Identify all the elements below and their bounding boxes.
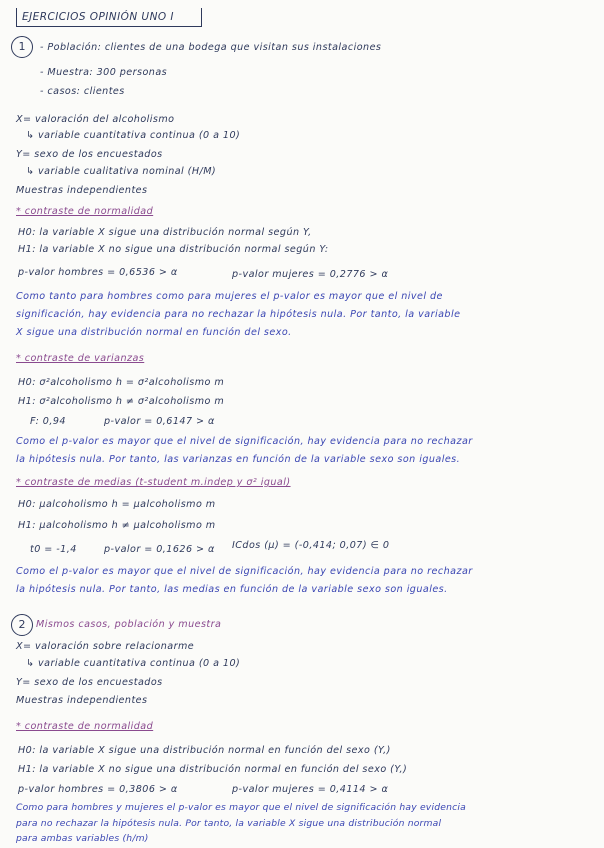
muestra-line: - Muestra: 300 personas bbox=[40, 67, 168, 78]
poblacion-line: - Población: clientes de una bodega que visitan sus instalaciones bbox=[40, 42, 382, 53]
pvalor-hombres: p-valor hombres = 0,6536 > α bbox=[18, 267, 178, 278]
conclusion-medias-1: Como el p-valor es mayor que el nivel de significación, hay evidencia para no rechazar bbox=[16, 566, 473, 577]
contraste-medias-heading: * contraste de medias (t-student m.indep y σ² igual) bbox=[16, 477, 291, 488]
contraste-varianzas-heading: * contraste de varianzas bbox=[16, 353, 145, 364]
exercise-2-number: 2 bbox=[11, 614, 33, 636]
contraste-normalidad-heading: * contraste de normalidad bbox=[16, 206, 154, 217]
conclusion-normalidad-2: significación, hay evidencia para no rechazar la hipótesis nula. Por tanto, la variable bbox=[16, 309, 461, 320]
ex2-h0: H0: la variable X sigue una distribución normal en función del sexo (Y,) bbox=[18, 745, 391, 756]
conclusion-varianzas-1: Como el p-valor es mayor que el nivel de significación, hay evidencia para no rechazar bbox=[16, 436, 473, 447]
ex2-pvalor-mujeres: p-valor mujeres = 0,4114 > α bbox=[232, 784, 389, 795]
f-statistic: F: 0,94 bbox=[30, 416, 66, 427]
casos-line: - casos: clientes bbox=[40, 86, 125, 97]
ex2-pvalor-hombres: p-valor hombres = 0,3806 > α bbox=[18, 784, 178, 795]
conclusion-varianzas-2: la hipótesis nula. Por tanto, las varianzas en función de la variable sexo son iguales. bbox=[16, 454, 461, 465]
ex2-h1: H1: la variable X no sigue una distribución normal en función del sexo (Y,) bbox=[18, 764, 408, 775]
x2-definition: X= valoración sobre relacionarme bbox=[16, 641, 195, 652]
y-type: ↳ variable cualitativa nominal (H/M) bbox=[26, 166, 217, 177]
h1-medias: H1: μalcoholismo h ≠ μalcoholismo m bbox=[18, 520, 216, 531]
h1-varianzas: H1: σ²alcoholismo h ≠ σ²alcoholismo m bbox=[18, 396, 225, 407]
t-statistic: t0 = -1,4 bbox=[30, 544, 77, 555]
muestras-line: Muestras independientes bbox=[16, 185, 148, 196]
x-type: ↳ variable cuantitativa continua (0 a 10) bbox=[26, 130, 241, 141]
ex2-conclusion-2: para no rechazar la hipótesis nula. Por tanto, la variable X sigue una distribución normal bbox=[16, 818, 442, 829]
h0-varianzas: H0: σ²alcoholismo h = σ²alcoholismo m bbox=[18, 377, 225, 388]
pvalor-medias: p-valor = 0,1626 > α bbox=[104, 544, 215, 555]
ex2-conclusion-3: para ambas variables (h/m) bbox=[16, 833, 149, 844]
y-definition: Y= sexo de los encuestados bbox=[16, 149, 163, 160]
x2-type: ↳ variable cuantitativa continua (0 a 10) bbox=[26, 658, 241, 669]
ex2-conclusion-1: Como para hombres y mujeres el p-valor es mayor que el nivel de significación hay evidencia bbox=[16, 802, 466, 813]
exercise-1-number: 1 bbox=[11, 36, 33, 58]
pvalor-varianzas: p-valor = 0,6147 > α bbox=[104, 416, 215, 427]
conclusion-normalidad-3: X sigue una distribución normal en función del sexo. bbox=[16, 327, 292, 338]
muestras2-line: Muestras independientes bbox=[16, 695, 148, 706]
h0-normalidad: H0: la variable X sigue una distribución normal según Y, bbox=[18, 227, 312, 238]
page-title: EJERCICIOS OPINIÓN UNO I bbox=[22, 11, 174, 23]
confidence-interval: ICdos (μ) = (-0,414; 0,07) ∈ 0 bbox=[232, 540, 390, 551]
y2-definition: Y= sexo de los encuestados bbox=[16, 677, 163, 688]
h1-normalidad: H1: la variable X no sigue una distribución normal según Y: bbox=[18, 244, 329, 255]
ex2-contraste-normalidad-heading: * contraste de normalidad bbox=[16, 721, 154, 732]
pvalor-mujeres: p-valor mujeres = 0,2776 > α bbox=[232, 269, 389, 280]
conclusion-normalidad-1: Como tanto para hombres como para mujeres el p-valor es mayor que el nivel de bbox=[16, 291, 443, 302]
conclusion-medias-2: la hipótesis nula. Por tanto, las medias en función de la variable sexo son iguales. bbox=[16, 584, 448, 595]
x-definition: X= valoración del alcoholismo bbox=[16, 114, 175, 125]
h0-medias: H0: μalcoholismo h = μalcoholismo m bbox=[18, 499, 216, 510]
exercise-2-heading: Mismos casos, población y muestra bbox=[36, 619, 222, 630]
